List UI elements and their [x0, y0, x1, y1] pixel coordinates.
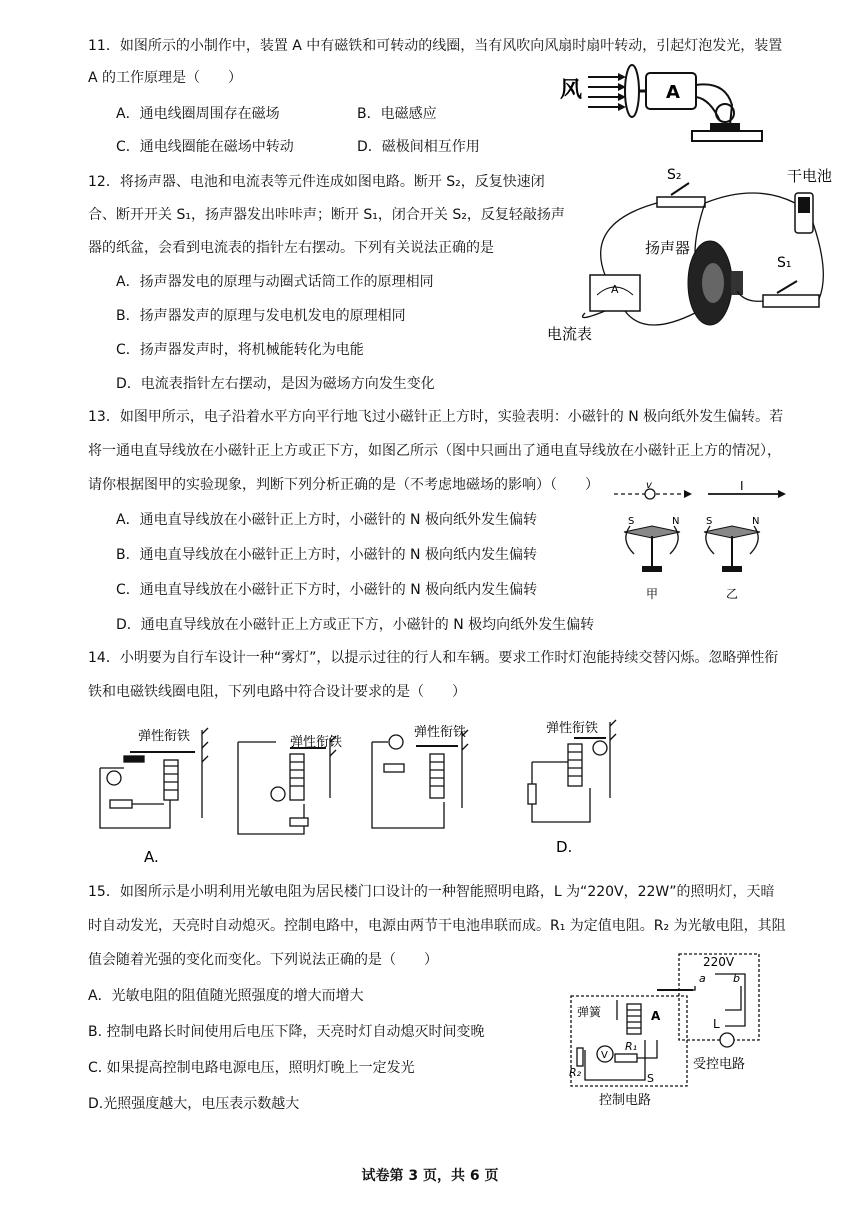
q11-stem-line1: 11．如图所示的小制作中，装置 A 中有磁铁和可转动的线圈，当有风吹向风扇时扇叶转动，引起灯泡发光，装置	[88, 38, 783, 54]
q13-fig-n-label-jia: N	[672, 516, 680, 527]
q15-fig-controlled-label: 受控电路	[693, 1057, 746, 1072]
q11-fig-wind-label: 风	[560, 78, 583, 103]
q13-fig-s-label-jia: S	[628, 516, 635, 527]
compass-needle-yi	[704, 526, 760, 572]
q12-fig-speaker-label: 扬声器	[645, 239, 691, 257]
q15-option-d: D.光照强度越大，电压表示数越大	[88, 1096, 300, 1112]
page-footer: 试卷第 3 页，共 6 页	[361, 1168, 499, 1184]
lamp-d-icon	[593, 741, 607, 755]
q13-fig-n-label-yi: N	[752, 516, 760, 527]
q15-fig-r2-label: R₂	[569, 1066, 582, 1079]
q15-fig-a-contact: a	[699, 972, 706, 985]
q13-fig-yi-caption: 乙	[726, 587, 739, 601]
q13-fig-s-label-yi: S	[706, 516, 713, 527]
q11-fig-device-label: A	[666, 82, 680, 103]
q15-fig-220v-label: 220V	[703, 955, 735, 969]
q13-option-a: A．通电直导线放在小磁针正上方时，小磁针的 N 极向纸外发生偏转	[116, 512, 537, 528]
compass-needle-jia	[624, 526, 680, 572]
q13-fig-i-label: I	[740, 479, 744, 493]
q15-option-c: C. 如果提高控制电路电源电压，照明灯晚上一定发光	[88, 1060, 415, 1076]
q13-figure	[612, 480, 787, 605]
q15-fig-r1-label: R₁	[625, 1040, 638, 1053]
q15-fig-spring-label: 弹簧	[577, 1005, 602, 1019]
q11-option-d: D．磁极间相互作用	[357, 139, 480, 155]
q15-fig-s-label: S	[647, 1072, 654, 1085]
q14-fig-label-c: 弹性衔铁	[414, 725, 467, 740]
photoresistor-icon	[577, 1048, 583, 1066]
q15-stem-line1: 15．如图所示是小明利用光敏电阻为居民楼门口设计的一种智能照明电路，L 为“220V，22W”的照明灯，天暗	[88, 884, 775, 900]
q12-stem-line3: 器的纸盆，会看到电流表的指针左右摆动。下列有关说法正确的是	[88, 240, 494, 256]
q15-figure	[565, 950, 765, 1110]
q15-fig-lamp-label: L	[713, 1017, 720, 1031]
q14-fig-option-d: D.	[556, 838, 573, 856]
q13-option-b: B．通电直导线放在小磁针正上方时，小磁针的 N 极向纸内发生偏转	[116, 547, 537, 563]
q11-figure	[560, 55, 775, 155]
q12-option-c: C．扬声器发声时，将机械能转化为电能	[116, 342, 364, 358]
switch-s1-icon	[763, 295, 819, 307]
q14-fig-label-a: 弹性衔铁	[138, 729, 191, 744]
q14-stem-line2: 铁和电磁铁线圈电阻，下列电路中符合设计要求的是（ ）	[88, 684, 466, 700]
q12-fig-ammeter-symbol: A	[611, 283, 619, 296]
q12-fig-ammeter-label: 电流表	[547, 325, 593, 343]
q12-option-a: A．扬声器发电的原理与动圈式话筒工作的原理相同	[116, 274, 434, 290]
q12-fig-battery-label: 干电池	[787, 167, 833, 185]
lamp-icon	[720, 1033, 734, 1047]
q15-fig-control-label: 控制电路	[599, 1093, 652, 1108]
q15-fig-relay-label: A	[651, 1009, 661, 1023]
circuit-c	[372, 730, 468, 828]
q14-figure	[90, 718, 620, 868]
q13-stem-line1: 13．如图甲所示，电子沿着水平方向平行地飞过小磁针正上方时，实验表明：小磁针的 N 极向纸外发生偏转。若	[88, 409, 784, 425]
q14-fig-option-a: A.	[144, 848, 159, 866]
switch-s2-icon	[657, 197, 705, 207]
q12-figure	[545, 163, 845, 348]
q15-option-b: B. 控制电路长时间使用后电压下降，天亮时灯自动熄灭时间变晚	[88, 1024, 485, 1040]
q15-option-a: A．光敏电阻的阻值随光照强度的增大而增大	[88, 988, 364, 1004]
q12-option-d: D．电流表指针左右摆动，是因为磁场方向发生变化	[116, 376, 435, 392]
q14-stem-line1: 14．小明要为自行车设计一种“雾灯”，以提示过往的行人和车辆。要求工作时灯泡能持续交替闪烁。忽略弹性衔	[88, 650, 779, 666]
q11-option-c: C．通电线圈能在磁场中转动	[116, 139, 294, 155]
q13-stem-line2: 将一通电直导线放在小磁针正上方或正下方，如图乙所示（图中只画出了通电直导线放在小磁针正上方的情况），	[88, 443, 781, 459]
q15-stem-line3: 值会随着光强的变化而变化。下列说法正确的是（ ）	[88, 952, 438, 968]
circuit-b	[238, 736, 336, 834]
q11-option-a: A．通电线圈周围存在磁场	[116, 106, 280, 122]
lamp-a-icon	[107, 771, 121, 785]
q15-stem-line2: 时自动发光，天亮时自动熄灭。控制电路中，电源由两节干电池串联而成。R₁ 为定值电阻。R₂ 为光敏电阻，其阻	[88, 918, 786, 934]
q13-option-d: D．通电直导线放在小磁针正上方或正下方，小磁针的 N 极均向纸外发生偏转	[116, 617, 595, 633]
q12-fig-s1-label: S₁	[777, 255, 792, 271]
q13-stem-line3: 请你根据图甲的实验现象，判断下列分析正确的是（不考虑地磁场的影响）（ ）	[88, 477, 599, 493]
q15-fig-v-label: V	[601, 1050, 608, 1061]
q13-fig-v-label: v	[646, 480, 652, 491]
q11-stem-line2: A 的工作原理是（ ）	[88, 70, 243, 86]
q13-fig-jia-caption: 甲	[646, 587, 659, 601]
q14-fig-label-d: 弹性衔铁	[546, 721, 599, 736]
fan-blade-icon	[625, 65, 639, 117]
lamp-b-icon	[271, 787, 285, 801]
q15-fig-b-contact: b	[733, 972, 740, 985]
lamp-c-icon	[389, 735, 403, 749]
q12-stem-line2: 合、断开开关 S₁，扬声器发出咔咔声；断开 S₁，闭合开关 S₂，反复轻敲扬声	[88, 207, 565, 223]
q14-fig-label-b: 弹性衔铁	[290, 735, 343, 750]
q12-fig-s2-label: S₂	[667, 167, 682, 183]
q13-option-c: C．通电直导线放在小磁针正下方时，小磁针的 N 极向纸内发生偏转	[116, 582, 538, 598]
q12-option-b: B．扬声器发声的原理与发电机发电的原理相同	[116, 308, 406, 324]
q11-option-b: B．电磁感应	[357, 106, 437, 122]
q12-stem-line1: 12．将扬声器、电池和电流表等元件连成如图电路。断开 S₂，反复快速闭	[88, 174, 545, 190]
